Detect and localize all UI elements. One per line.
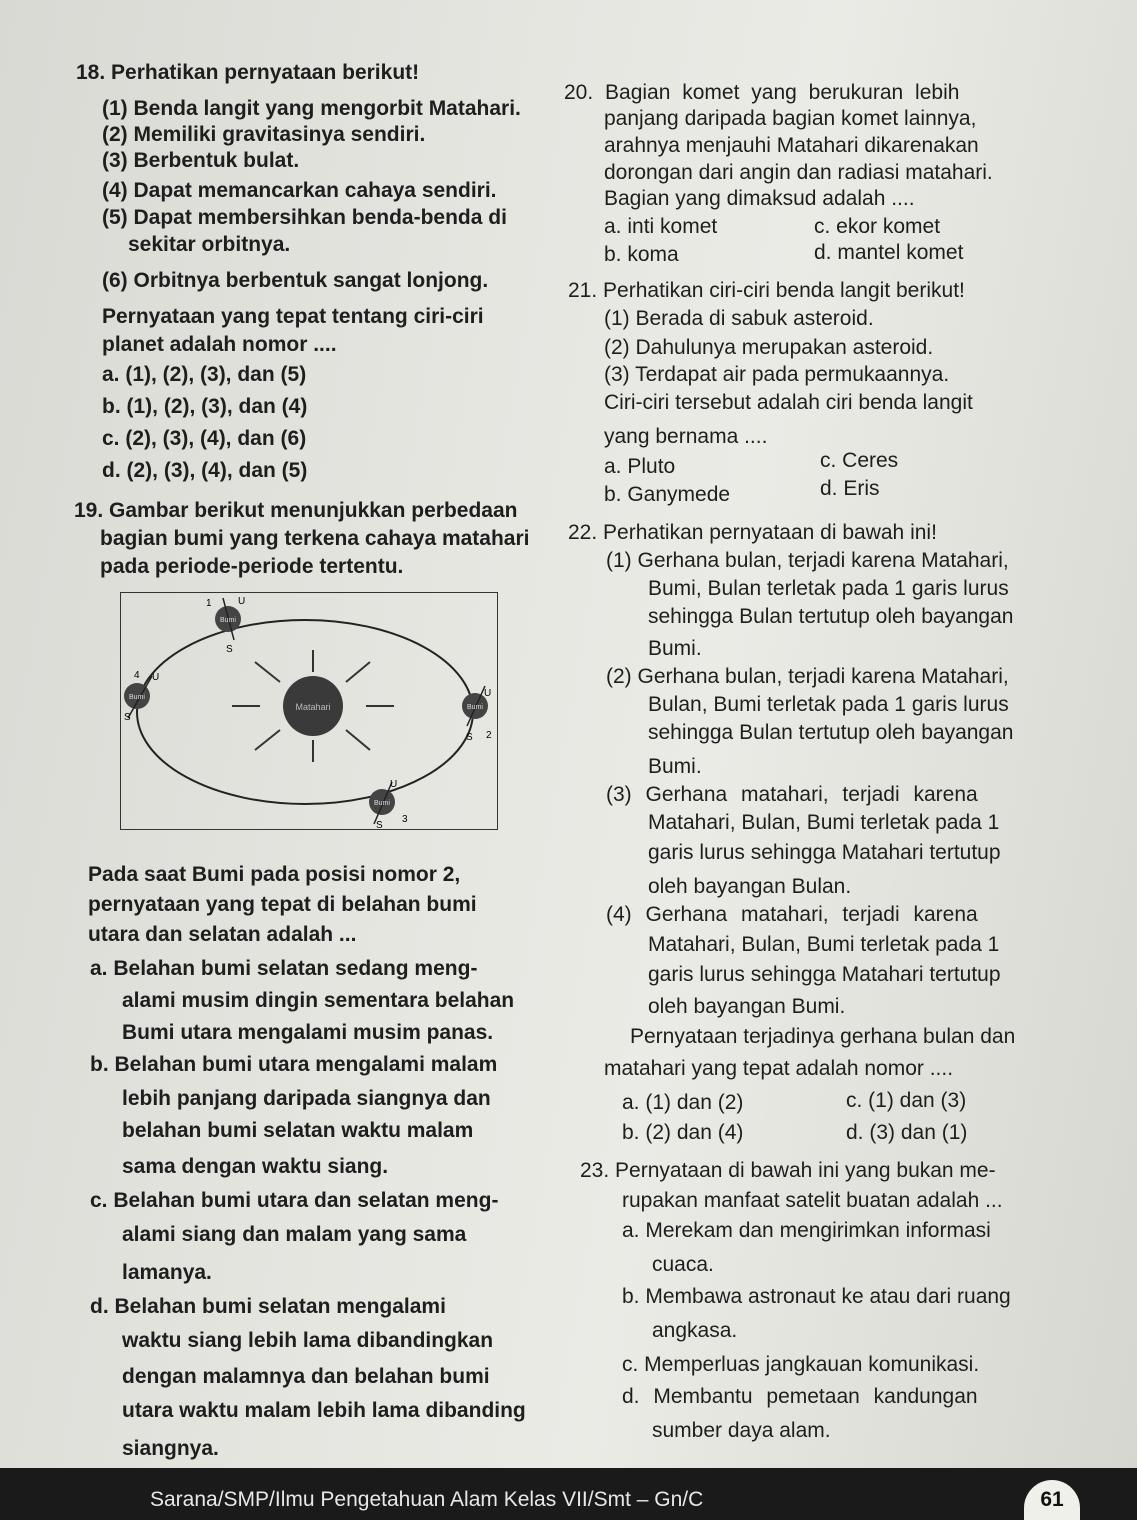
q21-item-1: (1) Berada di sabuk asteroid. [604, 307, 874, 330]
q20-option-c: c. ekor komet [814, 215, 941, 238]
q22-item-3-4: oleh bayangan Bulan. [648, 875, 852, 898]
q18-question-2: planet adalah nomor .... [102, 333, 337, 356]
q23-option-d-2: sumber daya alam. [652, 1419, 831, 1442]
q18-stem: 18. Perhatikan pernyataan berikut! [76, 61, 420, 84]
q19-option-a-1: a. Belahan bumi selatan sedang meng- [90, 957, 478, 980]
q22-item-3-2: Matahari, Bulan, Bumi terletak pada 1 [648, 811, 1000, 834]
q21-item-3: (3) Terdapat air pada permukaannya. [604, 363, 950, 386]
q19-option-a-3: Bumi utara mengalami musim panas. [122, 1021, 494, 1044]
q19-question-2: pernyataan yang tepat di belahan bumi [88, 893, 477, 916]
q23-option-b-2: angkasa. [652, 1319, 738, 1342]
q20-stem-4: dorongan dari angin dan radiasi matahari. [604, 161, 993, 184]
earth-position-1 [206, 596, 245, 655]
position-1-label: 1 [206, 598, 212, 609]
q19-option-d-5: siangnya. [122, 1437, 219, 1460]
svg-text:U: U [238, 596, 246, 607]
q21-option-b: b. Ganymede [604, 483, 731, 506]
q20-option-b: b. koma [604, 243, 679, 266]
page-number: 61 [1024, 1480, 1080, 1520]
svg-text:U: U [484, 688, 492, 699]
earth-position-4 [124, 670, 159, 723]
q22-question-1: Pernyataan terjadinya gerhana bulan dan [630, 1025, 1016, 1048]
q19-question-1: Pada saat Bumi pada posisi nomor 2, [88, 863, 461, 886]
svg-text:S: S [466, 732, 473, 743]
svg-text:S: S [376, 820, 383, 830]
q21-question-1: Ciri-ciri tersebut adalah ciri benda langit [604, 391, 973, 414]
q22-item-2-3: sehingga Bulan tertutup oleh bayangan [648, 721, 1014, 744]
position-3-label: 3 [402, 814, 408, 825]
sun-label: Matahari [295, 702, 331, 712]
q22-item-2-1: (2) Gerhana bulan, terjadi karena Matahari, [606, 665, 1009, 688]
q21-option-d: d. Eris [820, 477, 880, 500]
q19-option-c-1: c. Belahan bumi utara dan selatan meng- [90, 1189, 499, 1212]
q23-option-a-1: a. Merekam dan mengirimkan informasi [622, 1219, 991, 1242]
q22-item-4-2: Matahari, Bulan, Bumi terletak pada 1 [648, 933, 1000, 956]
q19-stem-2: bagian bumi yang terkena cahaya matahari [100, 527, 530, 550]
svg-text:S: S [226, 644, 233, 655]
q20-stem-2: panjang daripada bagian komet lainnya, [604, 107, 977, 130]
q22-stem: 22. Perhatikan pernyataan di bawah ini! [568, 521, 937, 544]
q20-option-d: d. mantel komet [814, 241, 964, 264]
q23-stem-2: rupakan manfaat satelit buatan adalah ... [622, 1189, 1003, 1212]
q23-option-a-2: cuaca. [652, 1253, 714, 1276]
q20-option-a: a. inti komet [604, 215, 718, 238]
q19-option-d-3: dengan malamnya dan belahan bumi [122, 1365, 490, 1388]
q19-option-d-4: utara waktu malam lebih lama dibanding [122, 1399, 526, 1422]
svg-text:Bumi: Bumi [374, 800, 390, 807]
q19-option-b-1: b. Belahan bumi utara mengalami malam [90, 1053, 498, 1076]
q18-item-1: (1) Benda langit yang mengorbit Matahari. [102, 97, 521, 120]
q19-option-d-2: waktu siang lebih lama dibandingkan [122, 1329, 494, 1352]
q21-item-2: (2) Dahulunya merupakan asteroid. [604, 336, 934, 359]
q22-item-1-2: Bumi, Bulan terletak pada 1 garis lurus [648, 577, 1009, 600]
q18-item-4: (4) Dapat memancarkan cahaya sendiri. [102, 179, 497, 202]
q19-option-c-3: lamanya. [122, 1261, 212, 1284]
q20-stem-1: 20. Bagian komet yang berukuran lebih [564, 81, 960, 104]
q23-option-d-1: d. Membantu pemetaan kandungan [622, 1385, 978, 1408]
q19-option-b-3: belahan bumi selatan waktu malam [122, 1119, 474, 1142]
q18-item-6: (6) Orbitnya berbentuk sangat lonjong. [102, 269, 489, 292]
q22-item-4-1: (4) Gerhana matahari, terjadi karena [606, 903, 978, 926]
q23-option-c: c. Memperluas jangkauan komunikasi. [622, 1353, 980, 1376]
q18-question-1: Pernyataan yang tepat tentang ciri-ciri [102, 305, 484, 328]
svg-text:S: S [124, 712, 131, 723]
footer-text: Sarana/SMP/Ilmu Pengetahuan Alam Kelas VII/Smt – Gn/C [150, 1488, 704, 1511]
q18-item-5: (5) Dapat membersihkan benda-benda di [102, 206, 507, 229]
q18-option-a: a. (1), (2), (3), dan (5) [102, 363, 307, 386]
q18-item-5-cont: sekitar orbitnya. [128, 233, 291, 256]
q21-option-a: a. Pluto [604, 455, 676, 478]
svg-text:Bumi: Bumi [220, 617, 236, 624]
q22-item-4-3: garis lurus sehingga Matahari tertutup [648, 963, 1001, 986]
q23-option-b-1: b. Membawa astronaut ke atau dari ruang [622, 1285, 1011, 1308]
q22-option-d: d. (3) dan (1) [846, 1121, 968, 1144]
q18-option-d: d. (2), (3), (4), dan (5) [102, 459, 308, 482]
q22-item-1-4: Bumi. [648, 637, 702, 660]
q19-option-d-1: d. Belahan bumi selatan mengalami [90, 1295, 446, 1318]
svg-text:Bumi: Bumi [129, 694, 145, 701]
earth-position-2 [462, 686, 492, 743]
position-2-label: 2 [486, 730, 492, 741]
q20-stem-3: arahnya menjauhi Matahari dikarenakan [604, 134, 979, 157]
q18-option-b: b. (1), (2), (3), dan (4) [102, 395, 308, 418]
q21-option-c: c. Ceres [820, 449, 899, 472]
q23-stem-1: 23. Pernyataan di bawah ini yang bukan me- [580, 1159, 996, 1182]
q22-item-2-4: Bumi. [648, 755, 702, 778]
q21-stem: 21. Perhatikan ciri-ciri benda langit berikut! [568, 279, 965, 302]
q22-item-2-2: Bulan, Bumi terletak pada 1 garis lurus [648, 693, 1009, 716]
q22-option-c: c. (1) dan (3) [846, 1089, 967, 1112]
q19-option-c-2: alami siang dan malam yang sama [122, 1223, 467, 1246]
earth-orbit-diagram [120, 592, 498, 830]
position-4-label: 4 [134, 670, 140, 681]
q21-question-2: yang bernama .... [604, 425, 768, 448]
q22-question-2: matahari yang tepat adalah nomor .... [604, 1057, 954, 1080]
q19-option-a-2: alami musim dingin sementara belahan [122, 989, 515, 1012]
q18-option-c: c. (2), (3), (4), dan (6) [102, 427, 307, 450]
q20-stem-5: Bagian yang dimaksud adalah .... [604, 187, 915, 210]
q18-item-2: (2) Memiliki gravitasinya sendiri. [102, 123, 426, 146]
svg-text:U: U [390, 779, 398, 790]
q22-item-1-3: sehingga Bulan tertutup oleh bayangan [648, 605, 1014, 628]
q19-stem-1: 19. Gambar berikut menunjukkan perbedaan [74, 499, 518, 522]
q22-option-a: a. (1) dan (2) [622, 1091, 744, 1114]
q19-question-3: utara dan selatan adalah ... [88, 923, 357, 946]
q18-item-3: (3) Berbentuk bulat. [102, 149, 300, 172]
q19-option-b-2: lebih panjang daripada siangnya dan [122, 1087, 491, 1110]
q22-item-3-1: (3) Gerhana matahari, terjadi karena [606, 783, 978, 806]
q22-item-3-3: garis lurus sehingga Matahari tertutup [648, 841, 1001, 864]
q22-option-b: b. (2) dan (4) [622, 1121, 744, 1144]
svg-text:U: U [152, 672, 160, 683]
q19-stem-3: pada periode-periode tertentu. [100, 555, 404, 578]
q22-item-4-4: oleh bayangan Bumi. [648, 995, 846, 1018]
svg-text:Bumi: Bumi [467, 704, 483, 711]
q19-option-b-4: sama dengan waktu siang. [122, 1155, 389, 1178]
q22-item-1-1: (1) Gerhana bulan, terjadi karena Matahari, [606, 549, 1009, 572]
